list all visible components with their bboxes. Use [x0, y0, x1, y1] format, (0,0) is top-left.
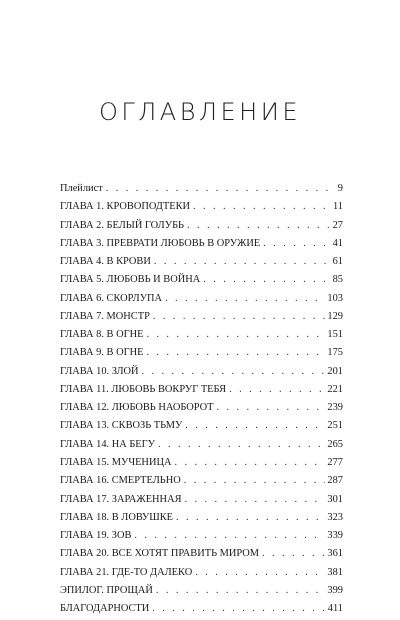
- toc-entry-page-number: 221: [327, 383, 343, 395]
- page-title: ОГЛАВЛЕНИЕ: [99, 98, 301, 126]
- toc-entry-page-number: 265: [327, 438, 343, 450]
- toc-entry-title: ГЛАВА 9. В ОГНЕ: [60, 347, 144, 359]
- toc-entry: [60, 454, 343, 472]
- toc-entry-title: ГЛАВА 13. СКВОЗЬ ТЬМУ: [60, 420, 183, 432]
- toc-entry: [60, 491, 343, 509]
- toc-entry: [60, 326, 343, 344]
- toc-entry-page-number: 151: [327, 329, 343, 341]
- dot-leader: [134, 527, 325, 545]
- toc-entry: [60, 253, 343, 271]
- toc-entry-title: ГЛАВА 14. НА БЕГУ: [60, 438, 156, 450]
- toc-entry-title: ГЛАВА 5. ЛЮБОВЬ И ВОЙНА: [60, 274, 201, 286]
- toc-entry-page-number: 27: [332, 219, 343, 231]
- dot-leader: [154, 253, 331, 271]
- toc-entry: [60, 399, 343, 417]
- toc-entry: [60, 290, 343, 308]
- dot-leader: [229, 381, 325, 399]
- toc-entry-title: Плейлист: [60, 183, 103, 194]
- dot-leader: [176, 509, 325, 527]
- toc-entry-title: ГЛАВА 10. ЗЛОЙ: [60, 365, 139, 377]
- toc-entry-page-number: 61: [332, 256, 343, 268]
- toc-entry-page-number: 411: [327, 603, 343, 615]
- toc-entry: [60, 271, 343, 289]
- toc-entry-title: ГЛАВА 20. ВСЕ ХОТЯТ ПРАВИТЬ МИРОМ: [60, 548, 260, 560]
- toc-entry-page-number: 129: [327, 310, 343, 322]
- toc-entry-title: ГЛАВА 12. ЛЮБОВЬ НАОБОРОТ: [60, 402, 214, 414]
- toc-entry-title: ГЛАВА 8. В ОГНЕ: [60, 329, 144, 341]
- toc-entry-page-number: 399: [327, 584, 343, 596]
- toc-entry: [60, 417, 343, 435]
- toc-entry: [60, 344, 343, 362]
- toc-entry-page-number: 9: [337, 183, 343, 194]
- toc-entry-title: БЛАГОДАРНОСТИ: [60, 603, 150, 615]
- toc-entry-page-number: 175: [327, 347, 343, 359]
- toc-entry-title: ГЛАВА 6. СКОРЛУПА: [60, 292, 163, 304]
- toc-entry-page-number: 301: [327, 493, 343, 505]
- toc-entry: [60, 198, 343, 216]
- toc-entry: [60, 381, 343, 399]
- toc-entry-page-number: 381: [327, 566, 343, 578]
- dot-leader: [263, 235, 330, 253]
- toc-entry-title: ГЛАВА 2. БЕЛЫЙ ГОЛУБЬ: [60, 219, 185, 231]
- toc-entry-title: ГЛАВА 3. ПРЕВРАТИ ЛЮБОВЬ В ОРУЖИЕ: [60, 237, 261, 249]
- toc-entry-page-number: 239: [327, 402, 343, 414]
- toc-entry: [60, 217, 343, 235]
- toc-entry-title: ГЛАВА 4. В КРОВИ: [60, 256, 151, 268]
- dot-leader: [152, 600, 326, 618]
- toc-entry-title: ЭПИЛОГ. ПРОЩАЙ: [60, 584, 153, 596]
- toc-entry-title: ГЛАВА 21. ГДЕ-ТО ДАЛЕКО: [60, 566, 193, 578]
- dot-leader: [203, 271, 330, 289]
- dot-leader: [165, 290, 325, 308]
- toc-entry: [60, 527, 343, 545]
- table-of-contents: [60, 180, 343, 618]
- toc-entry: [60, 600, 343, 618]
- toc-entry-title: ГЛАВА 15. МУЧЕНИЦА: [60, 456, 172, 468]
- toc-entry: [60, 564, 343, 582]
- toc-entry: [60, 180, 343, 198]
- dot-leader: [142, 363, 326, 381]
- toc-entry: [60, 509, 343, 527]
- toc-entry-title: ГЛАВА 17. ЗАРАЖЕННАЯ: [60, 493, 182, 505]
- dot-leader: [262, 545, 325, 563]
- dot-leader: [187, 217, 331, 235]
- dot-leader: [106, 180, 336, 198]
- toc-entry-title: ГЛАВА 1. КРОВОПОДТЕКИ: [60, 201, 191, 213]
- dot-leader: [153, 308, 326, 326]
- dot-leader: [217, 399, 326, 417]
- toc-entry: [60, 472, 343, 490]
- toc-entry-title: ГЛАВА 19. ЗОВ: [60, 530, 132, 542]
- dot-leader: [146, 344, 325, 362]
- toc-entry-title: ГЛАВА 7. МОНСТР: [60, 310, 150, 322]
- toc-entry-page-number: 103: [327, 292, 343, 304]
- toc-entry-page-number: 323: [327, 511, 343, 523]
- dot-leader: [185, 417, 325, 435]
- toc-entry-page-number: 11: [332, 201, 343, 213]
- toc-entry: [60, 363, 343, 381]
- toc-entry-page-number: 277: [327, 456, 343, 468]
- dot-leader: [184, 472, 326, 490]
- toc-entry: [60, 436, 343, 454]
- toc-entry-page-number: 339: [327, 530, 343, 542]
- toc-entry-page-number: 201: [327, 365, 343, 377]
- dot-leader: [195, 564, 325, 582]
- dot-leader: [174, 454, 325, 472]
- toc-entry-page-number: 361: [327, 548, 343, 560]
- toc-entry-page-number: 251: [327, 420, 343, 432]
- toc-entry-page-number: 41: [332, 237, 343, 249]
- dot-leader: [193, 198, 331, 216]
- dot-leader: [158, 436, 325, 454]
- dot-leader: [185, 491, 326, 509]
- dot-leader: [146, 326, 325, 344]
- toc-entry: [60, 582, 343, 600]
- toc-entry: [60, 235, 343, 253]
- toc-entry: [60, 545, 343, 563]
- toc-entry-page-number: 85: [332, 274, 343, 286]
- toc-entry-title: ГЛАВА 11. ЛЮБОВЬ ВОКРУГ ТЕБЯ: [60, 383, 227, 395]
- toc-entry: [60, 308, 343, 326]
- toc-entry-title: ГЛАВА 18. В ЛОВУШКЕ: [60, 511, 174, 523]
- toc-entry-title: ГЛАВА 16. СМЕРТЕЛЬНО: [60, 475, 181, 487]
- toc-entry-page-number: 287: [327, 475, 343, 487]
- dot-leader: [156, 582, 326, 600]
